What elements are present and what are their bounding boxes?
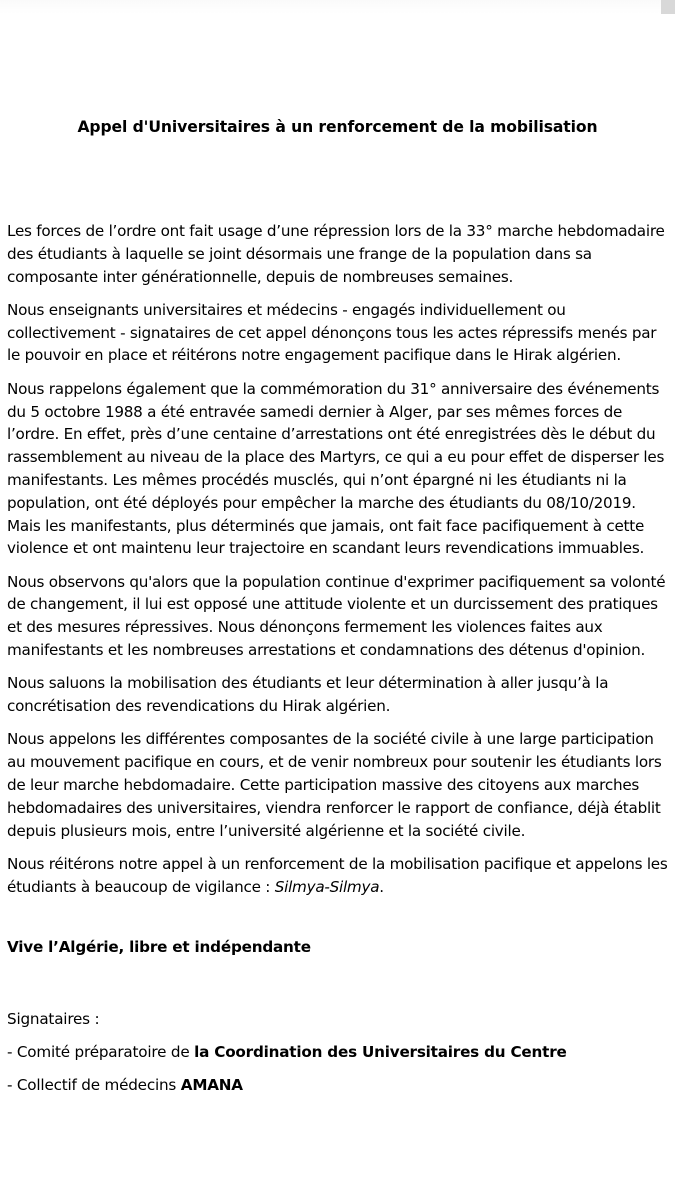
paragraph-7-end: . — [379, 877, 384, 896]
signatory-1-name: la Coordination des Universitaires du Centre — [194, 1043, 567, 1061]
paragraph-7-text: Nous réitérons notre appel à un renforcement de la mobilisation pacifique et appelons les étudiants à beaucoup de vigilance : — [7, 854, 668, 896]
signatory-1-prefix: - Comité préparatoire de — [7, 1043, 195, 1061]
signatories-block — [7, 1008, 667, 1107]
page-top-edge — [0, 0, 675, 14]
page-corner-mark — [661, 0, 675, 14]
signatory-1 — [7, 1041, 667, 1065]
paragraph-7 — [7, 853, 670, 899]
paragraph-3: Nous rappelons également que la commémoration du 31° anniversaire des événements du 5 octobre 1988 a été entravée samedi dernier à Alger, par ses mêmes forces de l’ordre. En effet, près d’une centaine d’arrestations ont été enregistrées dès le début du rassemblement au niveau de la place des Martyrs, ce qui a eu pour effet de disperser les manifestants. Les mêmes procédés musclés, qui n’ont épargné ni les étudiants ni la population, ont été déployés pour empêcher la marche des étudiants du 08/10/2019. Mais les manifestants, plus déterminés que jamais, ont fait face pacifiquement à cette violence et ont maintenu leur trajectoire en scandant leurs revendications immuables. — [7, 379, 665, 558]
signatory-2 — [7, 1074, 667, 1098]
paragraph-4: Nous observons qu'alors que la population continue d'exprimer pacifiquement sa volonté de changement, il lui est opposé une attitude violente et un durcissement des pratiques et des mesures répressives. Nous dénonçons fermement les violences faites aux manifestants et les nombreuses arrestations et condamnations des détenus d'opinion. — [7, 572, 666, 660]
signatory-2-prefix: - Collectif de médecins — [7, 1076, 181, 1094]
slogan-text: Silmya-Silmya — [274, 877, 380, 896]
signatory-2-name: AMANA — [180, 1076, 243, 1094]
document-title: Appel d'Universitaires à un renforcement de la mobilisation — [77, 118, 598, 136]
paragraph-1: Les forces de l’ordre ont fait usage d’une répression lors de la 33° marche hebdomadaire des étudiants à laquelle se joint désormais une frange de la population dans sa composante inter générationnelle, depuis de nombreuses semaines. — [7, 222, 665, 286]
paragraph-6: Nous appelons les différentes composantes de la société civile à une large participation au mouvement pacifique en cours, et de venir nombreux pour soutenir les étudiants lors de leur marche hebdomadaire. Cette participation massive des citoyens aux marches hebdomadaires des universitaires, viendra renforcer le rapport de confiance, déjà établit depuis plusieurs mois, entre l’université algérienne et la société civile. — [7, 730, 662, 840]
document-body — [7, 220, 670, 909]
signatories-label: Signataires : — [7, 1010, 100, 1028]
paragraph-5: Nous saluons la mobilisation des étudiants et leur détermination à aller jusqu’à la concrétisation des revendications du Hirak algérien. — [7, 674, 609, 716]
paragraph-2: Nous enseignants universitaires et médecins - engagés individuellement ou collectivement - signataires de cet appel dénonçons tous les actes répressifs menés par le pouvoir en place et réitérons notre engagement pacifique dans le Hirak algérien. — [7, 300, 657, 365]
closing-slogan: Vive l’Algérie, libre et indépendante — [7, 938, 311, 956]
